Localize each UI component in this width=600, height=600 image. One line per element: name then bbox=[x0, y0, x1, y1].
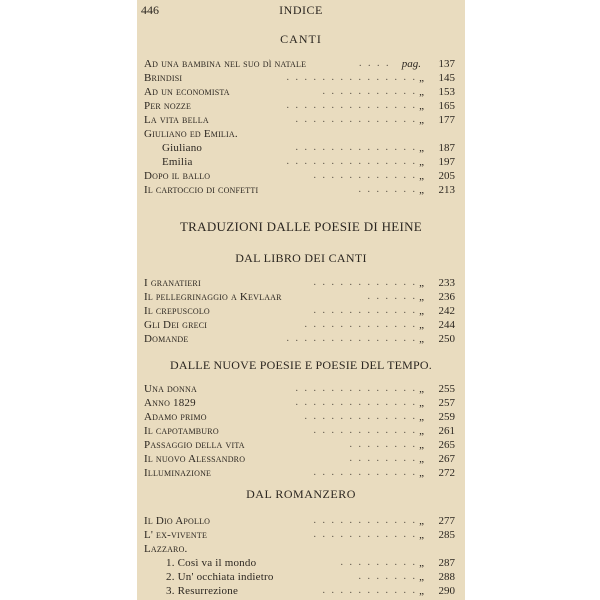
section-heading-nuove-poesie: DALLE NUOVE POESIE E POESIE DEL TEMPO. bbox=[170, 358, 432, 372]
entry-title: Dopo il ballo bbox=[144, 170, 211, 182]
leader-dots: . . . . . . . . . . . . bbox=[313, 305, 417, 316]
ditto-mark: „ bbox=[419, 333, 424, 345]
leader-dots: . . . . . . . . bbox=[349, 439, 417, 450]
entry-page: 165 bbox=[438, 100, 455, 112]
entry-page: 261 bbox=[438, 425, 455, 437]
entry-page: 250 bbox=[438, 333, 455, 345]
toc-entry bbox=[144, 113, 455, 127]
ditto-mark: „ bbox=[419, 453, 424, 465]
entry-title: Gli Dei greci bbox=[144, 319, 208, 331]
toc-entry bbox=[144, 382, 455, 396]
entry-title: I granatieri bbox=[144, 277, 201, 289]
ditto-mark: „ bbox=[419, 529, 424, 541]
entry-page: 257 bbox=[438, 397, 455, 409]
leader-dots: . . . . . . . . . . . . bbox=[313, 467, 417, 478]
entry-page: 272 bbox=[438, 467, 455, 479]
leader-dots: . . . . . . . . . . . . . . . bbox=[286, 156, 417, 167]
entry-title: Domande bbox=[144, 333, 189, 345]
toc-entry bbox=[144, 71, 455, 85]
toc-entry bbox=[144, 570, 455, 584]
toc-entry bbox=[144, 452, 455, 466]
leader-dots: . . . . . . bbox=[367, 291, 417, 302]
entry-title: Lazzaro. bbox=[144, 543, 188, 555]
ditto-mark: „ bbox=[419, 305, 424, 317]
entry-title: La vita bella bbox=[144, 114, 209, 126]
ditto-mark: „ bbox=[419, 571, 424, 583]
entry-title: Il Dio Apollo bbox=[144, 515, 211, 527]
entry-title: Il crepuscolo bbox=[144, 305, 210, 317]
ditto-mark: „ bbox=[419, 277, 424, 289]
leader-dots: . . . . . . . . . . . . bbox=[313, 170, 417, 181]
entry-title: Passaggio della vita bbox=[144, 439, 245, 451]
toc-entry bbox=[144, 514, 455, 528]
toc-entry bbox=[144, 276, 455, 290]
section-heading-canti: CANTI bbox=[280, 32, 322, 46]
leader-dots: . . . . . . . . . . . . bbox=[313, 277, 417, 288]
entry-title: Adamo primo bbox=[144, 411, 207, 423]
entry-page: 265 bbox=[438, 439, 455, 451]
entry-title: Giuliano ed Emilia. bbox=[144, 128, 238, 140]
entry-page: 205 bbox=[438, 170, 455, 182]
entry-page: 236 bbox=[438, 291, 455, 303]
leader-dots: . . . . . . . . . . . . . . . bbox=[286, 333, 417, 344]
toc-entry bbox=[144, 424, 455, 438]
toc-entry bbox=[144, 556, 455, 570]
book-page bbox=[137, 0, 465, 600]
leader-dots: . . . . . . . bbox=[358, 184, 417, 195]
entry-title: Illuminazione bbox=[144, 467, 212, 479]
entry-page: 213 bbox=[438, 184, 455, 196]
toc-entry bbox=[144, 438, 455, 452]
ditto-mark: „ bbox=[419, 184, 424, 196]
toc-entry bbox=[144, 290, 455, 304]
leader-dots: . . . . . . . . . . . . . . bbox=[295, 114, 417, 125]
leader-dots: . . . . . . . . . bbox=[340, 557, 417, 568]
entry-title: Una donna bbox=[144, 383, 197, 395]
entry-title: Il cartoccio di confetti bbox=[144, 184, 259, 196]
ditto-mark: „ bbox=[419, 585, 424, 597]
entry-title: Giuliano bbox=[162, 142, 203, 154]
ditto-mark: „ bbox=[419, 383, 424, 395]
toc-entry bbox=[144, 304, 455, 318]
entry-title: Ad una bambina nel suo dì natale bbox=[144, 58, 307, 70]
entry-title: Ad un economista bbox=[144, 86, 230, 98]
leader-dots: . . . . . . . bbox=[358, 571, 417, 582]
entry-title: L' ex-vivente bbox=[144, 529, 208, 541]
toc-entry bbox=[144, 318, 455, 332]
toc-entry bbox=[144, 332, 455, 346]
ditto-mark: „ bbox=[419, 397, 424, 409]
entry-page: 233 bbox=[438, 277, 455, 289]
entry-page: 242 bbox=[438, 305, 455, 317]
toc-entry bbox=[144, 99, 455, 113]
leader-dots: . . . . . . . . . . . . . bbox=[304, 319, 417, 330]
toc-entry bbox=[144, 127, 455, 141]
toc-entry bbox=[144, 141, 455, 155]
ditto-mark: „ bbox=[419, 411, 424, 423]
ditto-mark: „ bbox=[419, 142, 424, 154]
leader-dots: . . . . . . . . . . . . bbox=[313, 529, 417, 540]
section-heading-libro-canti: DAL LIBRO DEI CANTI bbox=[235, 251, 367, 265]
ditto-mark: „ bbox=[419, 467, 424, 479]
leader-dots: . . . . . . . . . . . . . . . bbox=[286, 100, 417, 111]
entry-title: Il pellegrinaggio a Kevlaar bbox=[144, 291, 282, 303]
toc-entry bbox=[144, 155, 455, 169]
ditto-mark: „ bbox=[419, 156, 424, 168]
entry-page: 153 bbox=[438, 86, 455, 98]
ditto-mark: „ bbox=[419, 439, 424, 451]
ditto-mark: „ bbox=[419, 557, 424, 569]
toc-entry bbox=[144, 183, 455, 197]
section-heading-traduzioni: TRADUZIONI DALLE POESIE DI HEINE bbox=[179, 219, 423, 234]
leader-dots: . . . . . . . . . . . . . . bbox=[295, 383, 417, 394]
ditto-mark: „ bbox=[419, 114, 424, 126]
running-header bbox=[137, 3, 465, 21]
toc-entry bbox=[144, 85, 455, 99]
ditto-mark: „ bbox=[419, 319, 424, 331]
leader-dots: . . . . . . . . . . . . bbox=[313, 425, 417, 436]
ditto-mark: „ bbox=[419, 291, 424, 303]
entry-page: 244 bbox=[438, 319, 455, 331]
page-title: INDICE bbox=[279, 3, 323, 17]
entry-title: Emilia bbox=[162, 156, 193, 168]
leader-dots: . . . . . . . . . . . . . . bbox=[295, 397, 417, 408]
entry-page: 288 bbox=[438, 571, 455, 583]
toc-entry bbox=[144, 466, 455, 480]
ditto-mark: „ bbox=[419, 170, 424, 182]
entry-page: 187 bbox=[438, 142, 455, 154]
leader-dots: . . . . . . . . . . . bbox=[322, 86, 417, 97]
entry-title: Il capotamburo bbox=[144, 425, 219, 437]
entry-page: 285 bbox=[438, 529, 455, 541]
entry-title: 3. Resurrezione bbox=[166, 585, 239, 597]
entry-title: Anno 1829 bbox=[144, 397, 196, 409]
ditto-mark: „ bbox=[419, 86, 424, 98]
leader-dots: . . . . . . . . . . . . bbox=[313, 515, 417, 526]
toc-entry bbox=[144, 169, 455, 183]
toc-entry bbox=[144, 542, 455, 556]
leader-dots: . . . . . . . . . . . . . . . bbox=[286, 72, 417, 83]
leader-dots: . . . . bbox=[359, 58, 391, 69]
ditto-mark: „ bbox=[419, 515, 424, 527]
entry-title: 1. Così va il mondo bbox=[166, 557, 257, 569]
ditto-mark: „ bbox=[419, 100, 424, 112]
entry-page: 259 bbox=[438, 411, 455, 423]
entry-page: 177 bbox=[438, 114, 455, 126]
entry-page: 267 bbox=[438, 453, 455, 465]
entry-page: 137 bbox=[438, 58, 455, 70]
section-heading-romanzero: DAL ROMANZERO bbox=[246, 487, 356, 501]
entry-page: 145 bbox=[438, 72, 455, 84]
toc-entry bbox=[144, 410, 455, 424]
entry-page: 197 bbox=[438, 156, 455, 168]
toc-entry bbox=[144, 57, 455, 71]
leader-dots: . . . . . . . . . . . bbox=[322, 585, 417, 596]
ditto-mark: „ bbox=[419, 72, 424, 84]
pag-label: pag. bbox=[401, 58, 421, 70]
entry-page: 277 bbox=[438, 515, 455, 527]
entry-page: 287 bbox=[438, 557, 455, 569]
toc-entry bbox=[144, 528, 455, 542]
entry-page: 255 bbox=[438, 383, 455, 395]
page-number: 446 bbox=[141, 3, 159, 17]
entry-title: Il nuovo Alessandro bbox=[144, 453, 246, 465]
toc-entry bbox=[144, 584, 455, 598]
entry-title: 2. Un' occhiata indietro bbox=[166, 571, 274, 583]
ditto-mark: „ bbox=[419, 425, 424, 437]
leader-dots: . . . . . . . . bbox=[349, 453, 417, 464]
entry-title: Brindisi bbox=[144, 72, 183, 84]
entry-title: Per nozze bbox=[144, 100, 192, 112]
toc-entry bbox=[144, 396, 455, 410]
entry-page: 290 bbox=[438, 585, 455, 597]
leader-dots: . . . . . . . . . . . . . . bbox=[295, 142, 417, 153]
leader-dots: . . . . . . . . . . . . . bbox=[304, 411, 417, 422]
